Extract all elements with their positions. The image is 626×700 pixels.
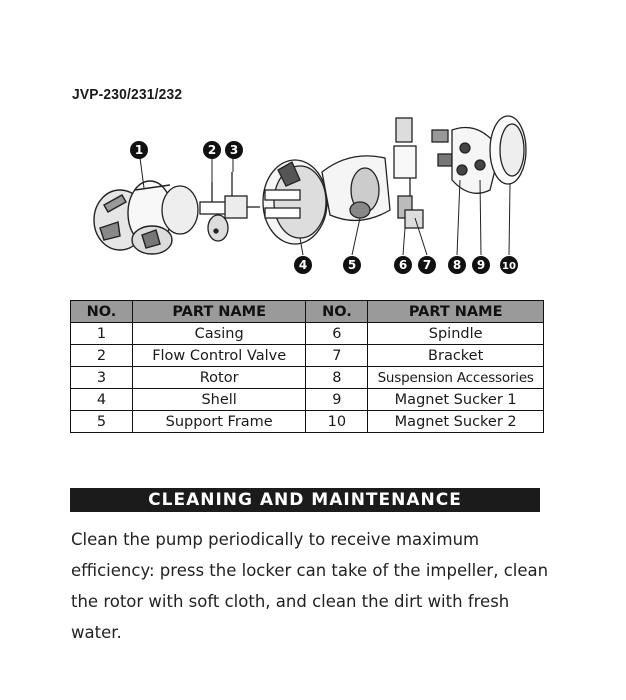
header-part-name-left: PART NAME [132,301,306,323]
parts-table [70,300,544,433]
model-title: JVP-230/231/232 [72,86,183,103]
callout-7-label: 7 [422,258,432,272]
cell-part-name: Magnet Sucker 1 [368,389,544,411]
cell-part-name: Magnet Sucker 2 [368,411,544,433]
cell-no: 7 [306,345,368,367]
header-no-left: NO. [71,301,133,323]
support-frame-drawing [322,156,390,221]
cell-no: 6 [306,323,368,345]
cell-no: 1 [71,323,133,345]
table-row [71,389,544,411]
callout-1-label: 1 [134,143,144,157]
callout-3-label: 3 [229,143,239,157]
maintenance-paragraph: Clean the pump periodically to receive maximum efficiency: press the locker can take of the impeller, clean the rotor with soft cloth, and clean the dirt with fresh water. [71,530,549,642]
table-row [71,367,544,389]
callout-9-label: 9 [476,258,486,272]
cell-no: 8 [306,367,368,389]
exploded-parts-diagram [60,110,560,285]
casing-drawing [94,181,172,254]
cell-no: 5 [71,411,133,433]
table-row [71,411,544,433]
section-heading: CLEANING AND MAINTENANCE [70,488,540,512]
callout-8-label: 8 [452,258,462,272]
magnet-sucker-drawing [432,116,526,193]
bracket-drawing [394,118,423,228]
cell-no: 4 [71,389,133,411]
cell-part-name: Suspension Accessories [368,367,544,389]
rotor-drawing [162,172,260,241]
cell-part-name: Support Frame [132,411,306,433]
cell-part-name: Casing [132,323,306,345]
header-part-name-right: PART NAME [368,301,544,323]
cell-no: 9 [306,389,368,411]
callout-4-label: 4 [298,258,308,272]
callout-2-label: 2 [207,143,217,157]
cell-no: 3 [71,367,133,389]
table-row [71,323,544,345]
cell-part-name: Rotor [132,367,306,389]
cell-part-name: Bracket [368,345,544,367]
table-header-row [71,301,544,323]
cell-part-name: Spindle [368,323,544,345]
callout-6-label: 6 [398,258,408,272]
callout-5-label: 5 [347,258,357,272]
callout-10-label: 10 [502,261,516,272]
cell-no: 2 [71,345,133,367]
table-row [71,345,544,367]
header-no-right: NO. [306,301,368,323]
shell-drawing [263,160,327,244]
cell-part-name: Shell [132,389,306,411]
cell-part-name: Flow Control Valve [132,345,306,367]
cell-no: 10 [306,411,368,433]
